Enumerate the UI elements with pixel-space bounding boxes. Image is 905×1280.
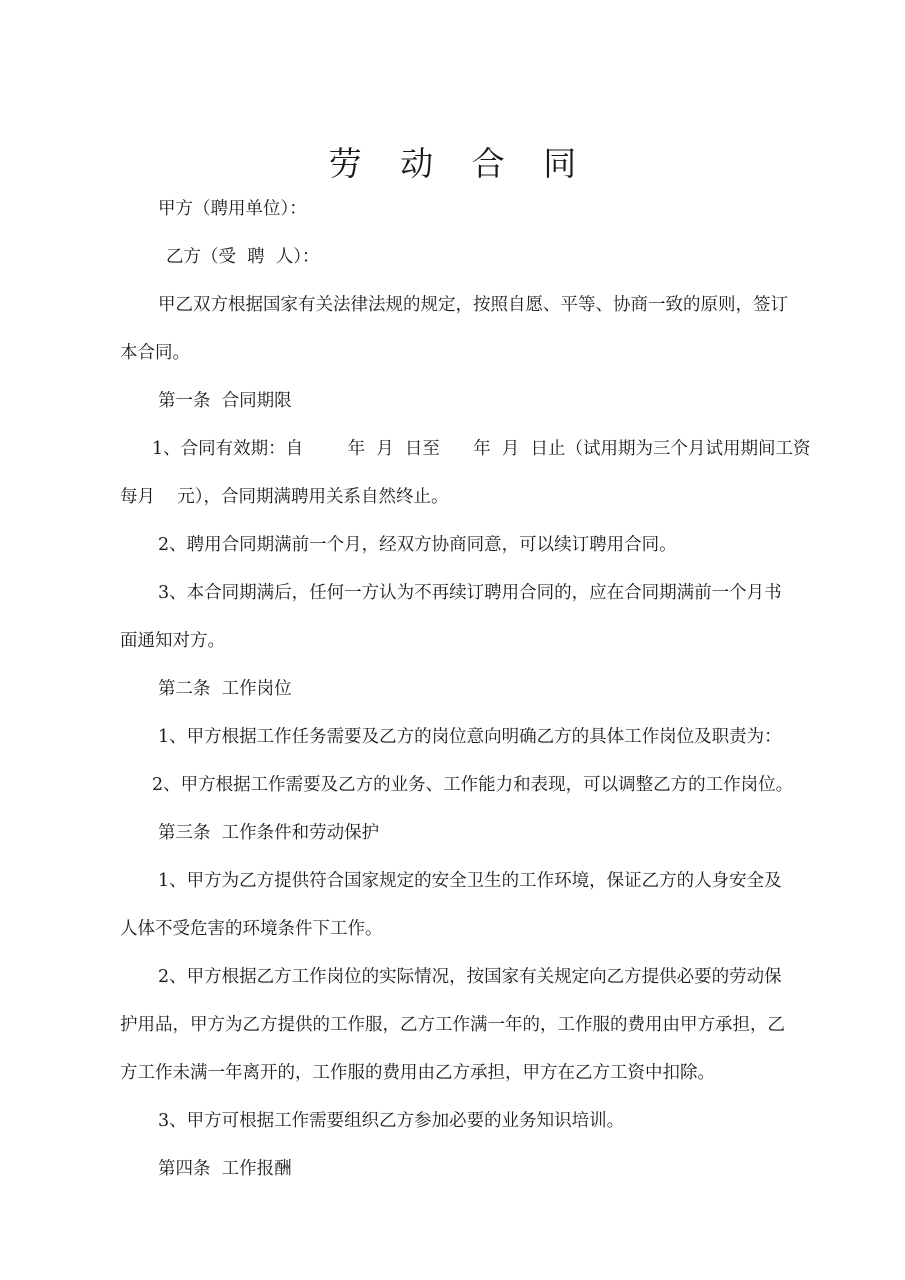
article-1-item-2: 2、聘用合同期满前一个月，经双方协商同意，可以续订聘用合同。 bbox=[158, 535, 677, 555]
article-1-item-1-line-1: 1、合同有效期：自 年 月 日至 年 月 日止（试用期为三个月试用期间工资 bbox=[152, 439, 811, 459]
article-2-item-2: 2、甲方根据工作需要及乙方的业务、工作能力和表现，可以调整乙方的工作岗位。 bbox=[152, 775, 794, 795]
intro-line-1: 甲乙双方根据国家有关法律法规的规定，按照自愿、平等、协商一致的原则，签订 bbox=[158, 295, 788, 315]
article-3-item-2-line-2: 护用品，甲方为乙方提供的工作服，乙方工作满一年的，工作服的费用由甲方承担，乙 bbox=[120, 1015, 785, 1035]
intro-line-2: 本合同。 bbox=[120, 343, 190, 363]
article-3-item-2-line-1: 2、甲方根据乙方工作岗位的实际情况，按国家有关规定向乙方提供必要的劳动保 bbox=[158, 967, 782, 987]
article-2-heading: 第二条 工作岗位 bbox=[158, 679, 292, 699]
article-1-item-1-line-2: 每月 元），合同期满聘用关系自然终止。 bbox=[120, 487, 449, 507]
article-3-item-1-line-2: 人体不受危害的环境条件下工作。 bbox=[120, 919, 383, 939]
article-3-heading: 第三条 工作条件和劳动保护 bbox=[158, 823, 380, 843]
article-3-item-3: 3、甲方可根据工作需要组织乙方参加必要的业务知识培训。 bbox=[158, 1111, 625, 1131]
article-1-item-3-line-2: 面通知对方。 bbox=[120, 631, 225, 651]
party-a-line: 甲方（聘用单位）： bbox=[158, 199, 307, 219]
article-3-item-1-line-1: 1、甲方为乙方提供符合国家规定的安全卫生的工作环境，保证乙方的人身安全及 bbox=[158, 871, 782, 891]
article-1-heading: 第一条 合同期限 bbox=[158, 391, 292, 411]
article-2-item-1: 1、甲方根据工作任务需要及乙方的岗位意向明确乙方的具体工作岗位及职责为： bbox=[158, 727, 782, 747]
party-b-line: 乙方（受 聘 人）： bbox=[166, 247, 320, 267]
article-1-item-3-line-1: 3、本合同期满后，任何一方认为不再续订聘用合同的，应在合同期满前一个月书 bbox=[158, 583, 782, 603]
article-4-heading: 第四条 工作报酬 bbox=[158, 1159, 292, 1179]
document-title: 劳 动 合 同 bbox=[328, 144, 591, 183]
article-3-item-2-line-3: 方工作未满一年离开的，工作服的费用由乙方承担，甲方在乙方工资中扣除。 bbox=[120, 1063, 715, 1083]
